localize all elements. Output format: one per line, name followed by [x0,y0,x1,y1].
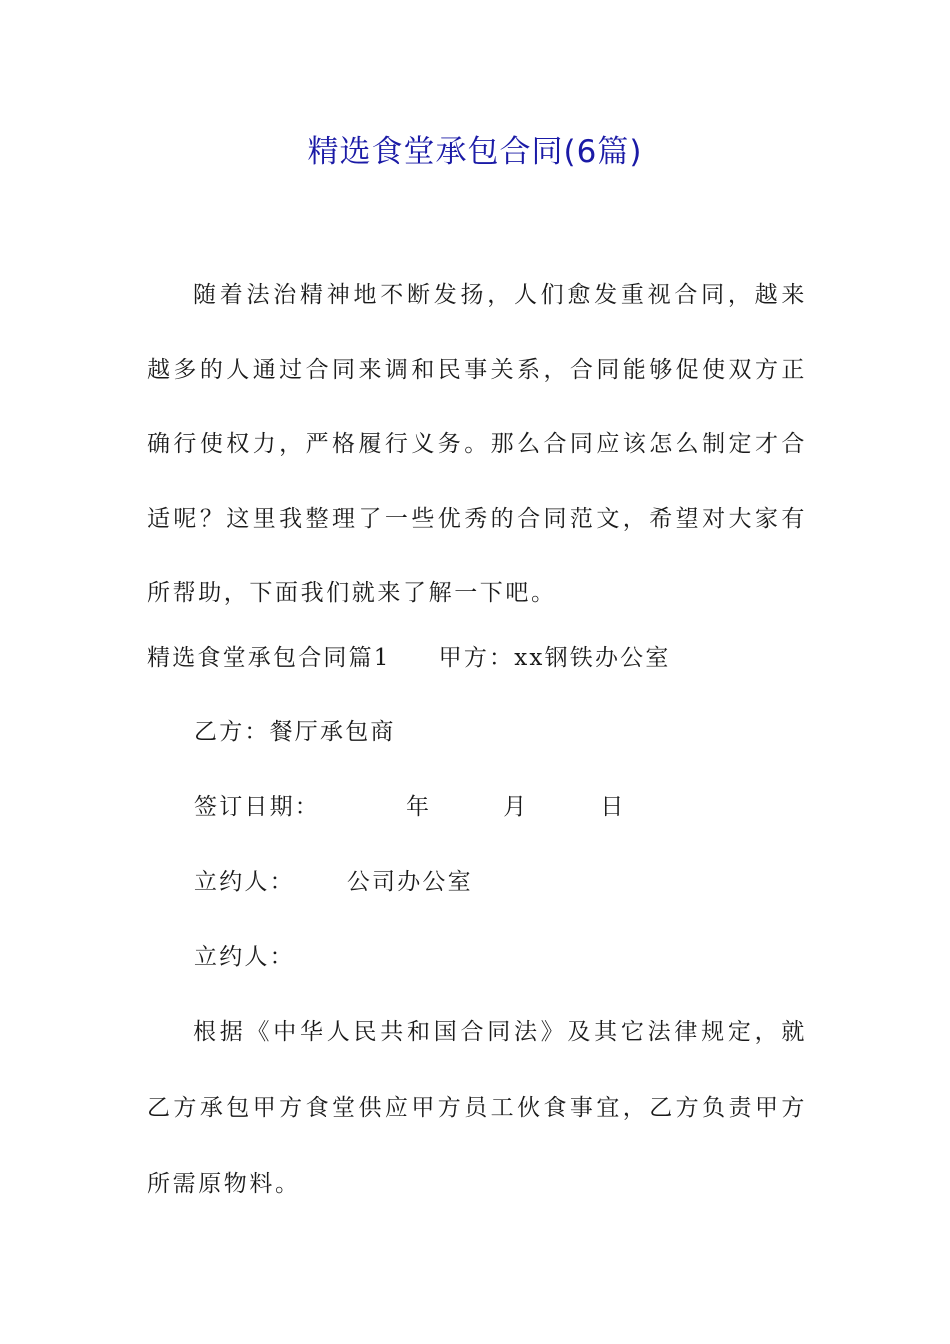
day-label: 日 [600,794,626,820]
month-label: 月 [503,794,529,820]
party-a-line: 甲方：xx钢铁办公室 [438,645,671,671]
contract-body-paragraph: 根据《中华人民共和国合同法》及其它法律规定，就乙方承包甲方食堂供应甲方员工伙食事宜，乙方负责甲方所需原物料。 [147,1019,807,1197]
party-b-line: 乙方：餐厅承包商 [194,719,396,745]
signer-value-1: 公司办公室 [346,869,473,895]
signer-label-1: 立约人： [194,869,295,895]
intro-paragraph: 随着法治精神地不断发扬，人们愈发重视合同，越来越多的人通过合同来调和民事关系，合同能够促使双方正确行使权力，严格履行义务。那么合同应该怎么制定才合适呢？这里我整理了一些优秀的合同范文，希望对大家有所帮助，下面我们就来了解一下吧。 [147,282,807,606]
section-heading: 精选食堂承包合同篇1 [147,645,391,671]
document-title: 精选食堂承包合同(6篇) [307,134,643,170]
sign-date-label: 签订日期： [194,794,320,820]
signer-line-1 [194,862,473,902]
year-label: 年 [406,794,432,820]
signer-line-2: 立约人： [194,944,295,970]
contract-heading-line [147,638,671,678]
sign-date-line [194,787,626,827]
